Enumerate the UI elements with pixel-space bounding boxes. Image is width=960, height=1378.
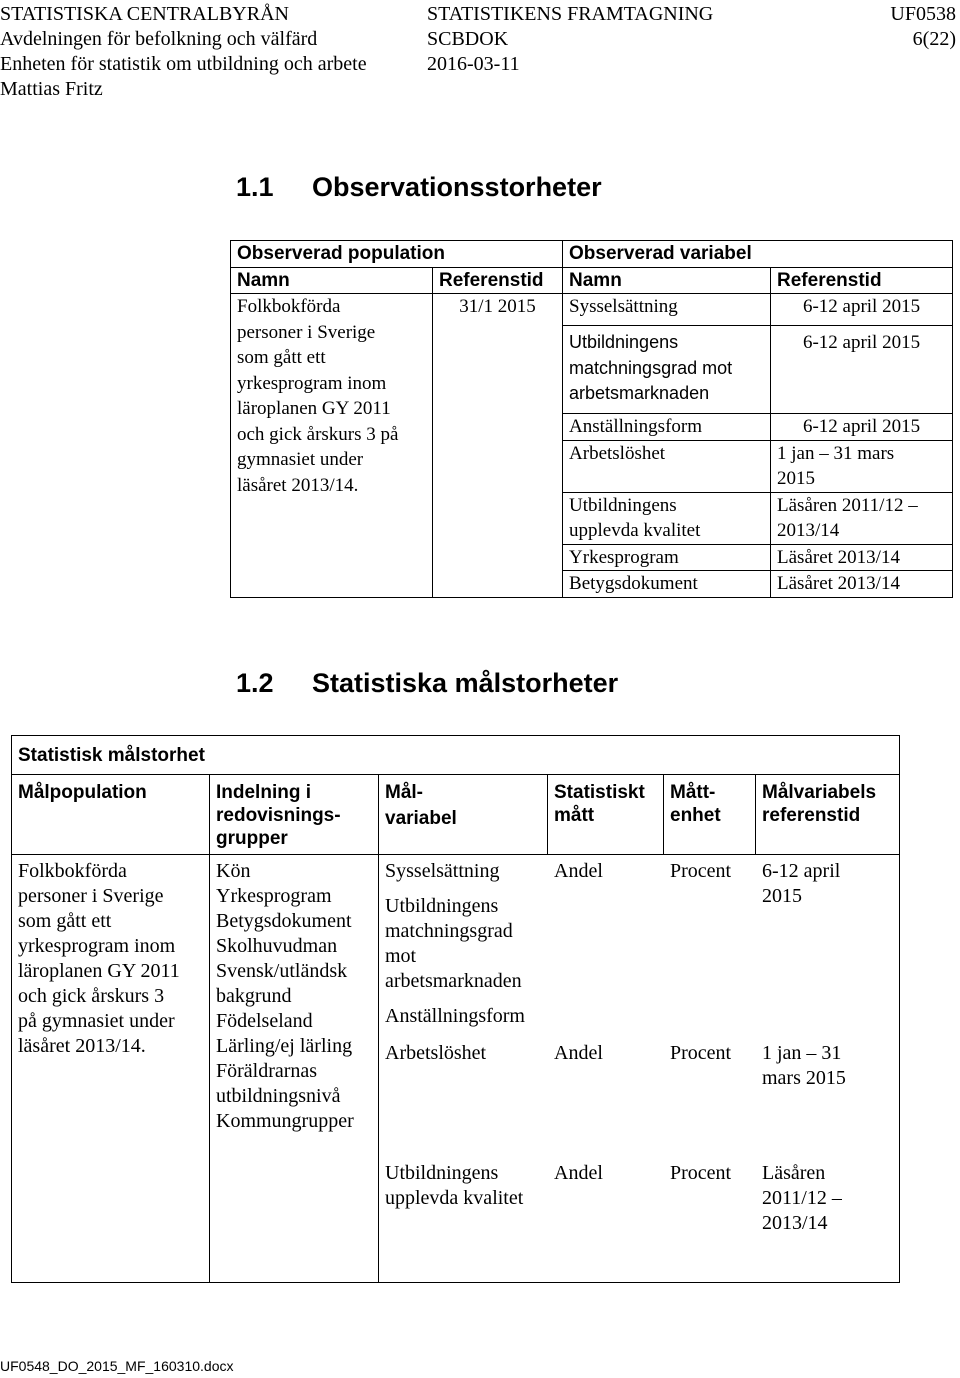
col-header-grouping <box>210 775 379 855</box>
header-doc-name: SCBDOK <box>427 28 509 50</box>
variable-name: Anställningsform <box>563 414 771 441</box>
unit-cell: Procent <box>670 1162 732 1184</box>
measure-cell: Andel <box>554 860 603 882</box>
group-line: utbildningsnivå <box>216 1085 341 1107</box>
footer-filename: UF0548_DO_2015_MF_160310.docx <box>0 1358 234 1374</box>
variable-cell <box>379 855 548 1041</box>
variable-line: matchningsgrad <box>385 920 513 942</box>
header-line: Indelning i <box>216 782 311 803</box>
population-line: som gått ett <box>18 910 112 932</box>
col-header-reftime2: Referenstid <box>771 267 953 294</box>
group-variable: Observerad variabel <box>563 241 953 268</box>
col-header-reftime <box>756 775 900 855</box>
group-line: Födelseland <box>216 1010 313 1032</box>
header-line: mått <box>554 805 595 826</box>
variable-reftime: 6-12 april 2015 <box>771 414 953 441</box>
col-header-unit <box>664 775 756 855</box>
header-org: STATISTISKA CENTRALBYRÅN <box>0 3 289 25</box>
population-line: på gymnasiet under <box>18 1010 175 1032</box>
variable-name-line: upplevda kvalitet <box>569 520 701 541</box>
variable-line: Utbildningens <box>385 1162 499 1184</box>
measures-cell <box>379 855 900 1283</box>
grouping-cell <box>210 855 379 1283</box>
col-header-variable <box>379 775 548 855</box>
variable-reftime: Läsåret 2013/14 <box>771 571 953 598</box>
group-line: Yrkesprogram <box>216 885 332 907</box>
group-line: Svensk/utländsk <box>216 960 348 982</box>
population-line: Folkbokförda <box>237 296 341 317</box>
section-number: 1.2 <box>236 668 274 698</box>
reftime-line: Läsåren 2011/12 – <box>777 494 918 516</box>
variable-name: Yrkesprogram <box>563 544 771 571</box>
col-header-name2: Namn <box>563 267 771 294</box>
group-line: Betygsdokument <box>216 910 352 932</box>
variable-name-line: arbetsmarknaden <box>569 383 710 403</box>
header-author: Mattias Fritz <box>0 78 103 100</box>
reftime-line: 2015 <box>762 885 802 907</box>
population-reftime: 31/1 2015 <box>433 294 563 598</box>
reftime-line: 2013/14 <box>777 520 840 541</box>
measures-subtable <box>379 855 900 1281</box>
variable-name: Arbetslöshet <box>563 440 771 492</box>
reftime-line: 2011/12 – <box>762 1187 842 1209</box>
population-line: och gick årskurs 3 <box>18 985 165 1007</box>
col-header-population: Målpopulation <box>12 775 210 855</box>
variable-reftime: Läsåret 2013/14 <box>771 544 953 571</box>
section-1-1-heading <box>236 172 602 203</box>
measure-cell: Andel <box>554 1042 603 1064</box>
variable-name: Betygsdokument <box>563 571 771 598</box>
reftime-cell <box>756 1041 900 1161</box>
header-unit: Enheten för statistik om utbildning och arbete <box>0 53 367 75</box>
reftime-line: 1 jan – 31 <box>762 1042 842 1064</box>
header-line: grupper <box>216 828 288 849</box>
population-cell <box>231 294 433 598</box>
col-header-measure <box>548 775 664 855</box>
population-line: läsåret 2013/14. <box>237 474 359 496</box>
group-line: Kommungrupper <box>216 1110 354 1132</box>
population-line: läsåret 2013/14. <box>18 1035 146 1057</box>
reftime-line: Läsåren <box>762 1162 826 1184</box>
header-middle <box>427 2 713 77</box>
variable-reftime <box>771 440 953 492</box>
population-line: som gått ett <box>237 347 326 368</box>
header-line: referenstid <box>762 805 861 826</box>
header-line: redovisnings- <box>216 805 341 826</box>
group-line: Skolhuvudman <box>216 935 338 957</box>
header-line: Målvariabels <box>762 782 877 803</box>
col-header-reftime: Referenstid <box>433 267 563 294</box>
header-code: UF0538 <box>890 3 956 25</box>
group-line: Kön <box>216 860 251 882</box>
variable-line: arbetsmarknaden <box>385 970 522 992</box>
header-line: Statistiskt <box>554 782 645 803</box>
reftime-cell <box>756 855 900 1041</box>
variable-name-line: Utbildningens <box>569 494 677 516</box>
section-title: Statistiska målstorheter <box>312 668 619 698</box>
target-population-cell <box>12 855 210 1283</box>
population-line: Folkbokförda <box>18 860 127 882</box>
reftime-line: 2015 <box>777 468 816 489</box>
table-caption: Statistisk målstorhet <box>12 736 900 775</box>
reftime-line: 6-12 april <box>762 860 841 882</box>
reftime-cell <box>756 1161 900 1281</box>
variable-name: Sysselsättning <box>563 294 771 326</box>
header-line: Mått- <box>670 782 716 803</box>
section-1-2-heading <box>236 668 618 699</box>
variable-line: Utbildningens <box>385 895 499 917</box>
unit-cell: Procent <box>670 1042 732 1064</box>
population-line: och gick årskurs 3 på <box>237 423 399 445</box>
header-line: enhet <box>670 805 721 826</box>
header-date: 2016-03-11 <box>427 53 520 75</box>
population-line: gymnasiet under <box>237 449 364 470</box>
header-line: Mål- <box>385 782 423 803</box>
variable-name-line: Utbildningens <box>569 332 679 352</box>
observation-table <box>230 240 953 598</box>
group-line: Föräldrarnas <box>216 1060 318 1082</box>
header-page: 6(22) <box>912 28 956 50</box>
section-number: 1.1 <box>236 172 274 202</box>
variable-line: Sysselsättning <box>385 860 500 882</box>
variable-name-line: matchningsgrad mot <box>569 357 733 378</box>
header-right <box>890 2 956 52</box>
group-population: Observerad population <box>231 241 563 268</box>
variable-cell: Arbetslöshet <box>385 1042 487 1064</box>
unit-cell: Procent <box>670 860 732 882</box>
reftime-line: 2013/14 <box>762 1212 828 1234</box>
population-line: yrkesprogram inom <box>237 372 387 394</box>
target-quantity-table <box>11 735 900 1283</box>
header-line: variabel <box>385 808 457 829</box>
measure-cell: Andel <box>554 1162 603 1184</box>
reftime-line: mars 2015 <box>762 1067 846 1089</box>
variable-reftime: 6-12 april 2015 <box>771 294 953 326</box>
population-line: läroplanen GY 2011 <box>237 398 391 419</box>
variable-line: mot <box>385 945 417 967</box>
header-department: Avdelningen för befolkning och välfärd <box>0 28 318 50</box>
section-title: Observationsstorheter <box>312 172 602 202</box>
population-line: personer i Sverige <box>18 885 164 907</box>
col-header-name: Namn <box>231 267 433 294</box>
variable-cell <box>379 1161 548 1281</box>
variable-line: upplevda kvalitet <box>385 1187 524 1209</box>
population-line: läroplanen GY 2011 <box>18 960 180 982</box>
reftime-line: 1 jan – 31 mars <box>777 442 895 464</box>
variable-name <box>563 326 771 414</box>
group-line: Lärling/ej lärling <box>216 1035 353 1057</box>
variable-reftime: 6-12 april 2015 <box>771 326 953 414</box>
variable-name <box>563 492 771 544</box>
population-line: yrkesprogram inom <box>18 935 176 957</box>
group-line: bakgrund <box>216 985 292 1007</box>
header-doc-type: STATISTIKENS FRAMTAGNING <box>427 3 714 25</box>
variable-reftime <box>771 492 953 544</box>
header-left <box>0 2 367 102</box>
variable-line: Anställningsform <box>385 1005 525 1027</box>
population-line: personer i Sverige <box>237 321 376 343</box>
